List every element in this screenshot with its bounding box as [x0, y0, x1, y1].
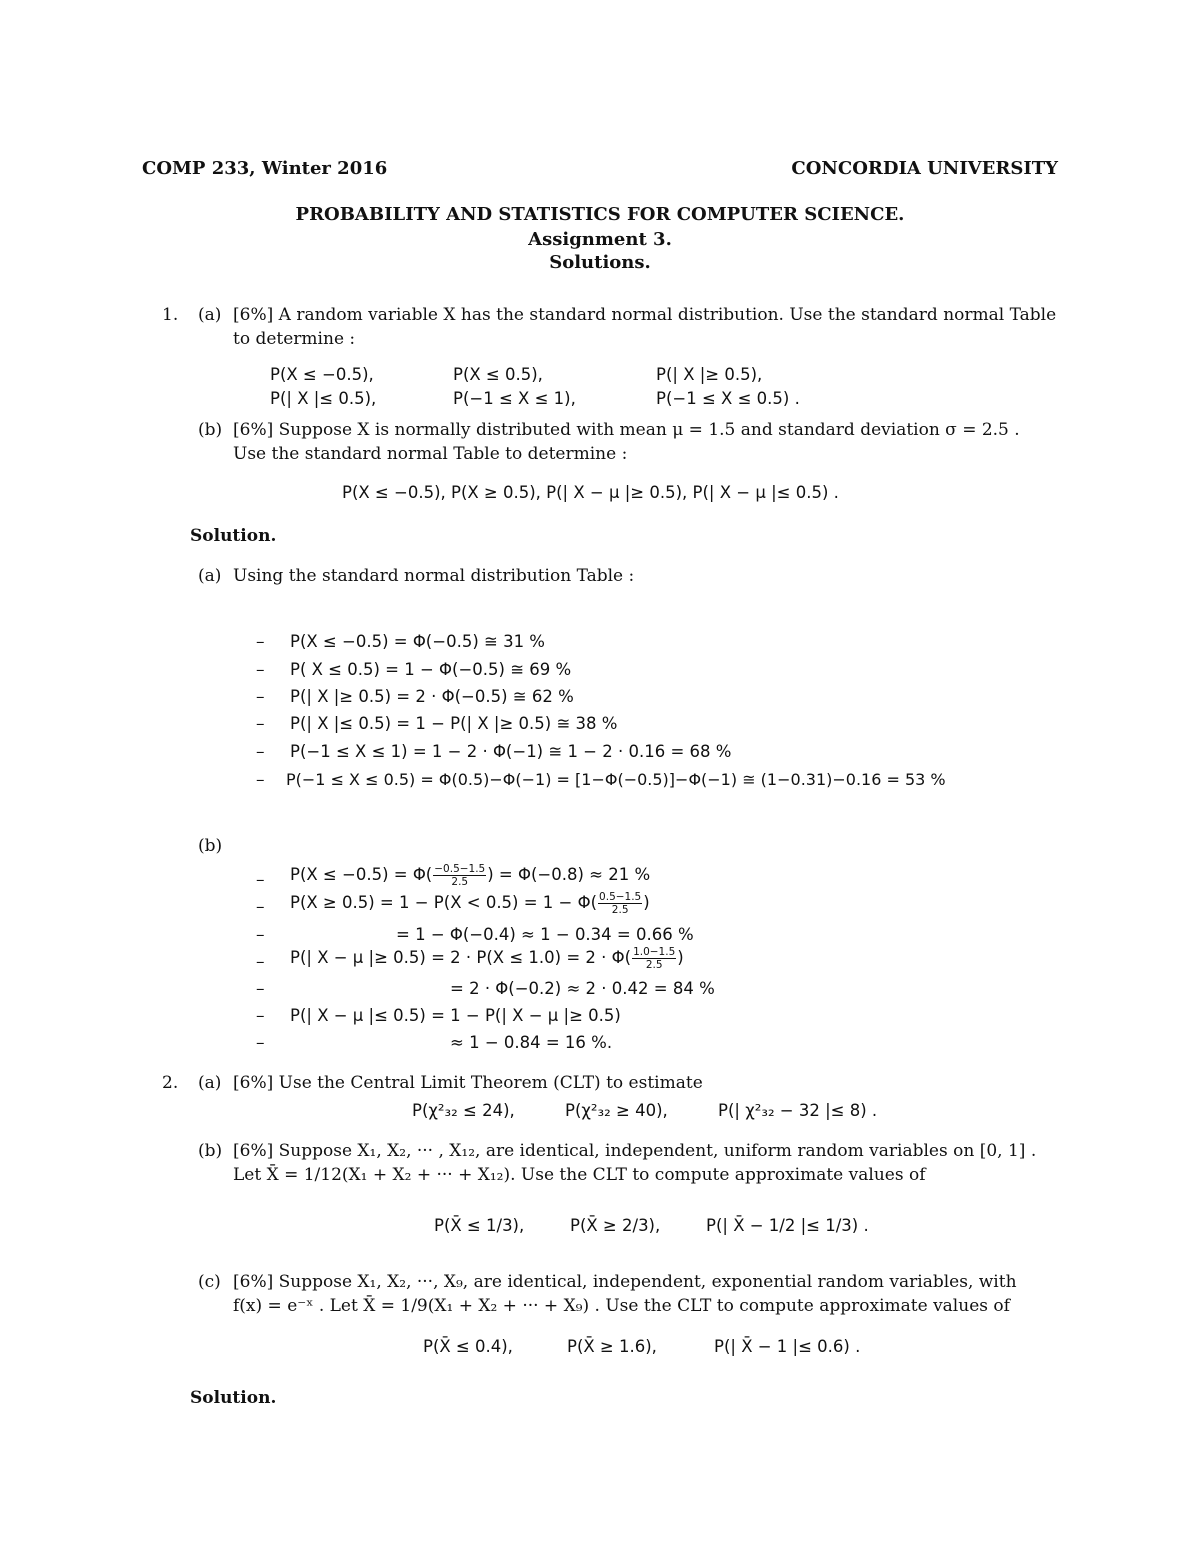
bullet-dash: –	[256, 687, 265, 707]
q1-sol-b-label: (b)	[198, 836, 223, 856]
q1-solution-heading: Solution.	[190, 526, 277, 546]
bullet-dash: –	[256, 770, 265, 790]
q1a-item: P(| X |≤ 0.5),	[270, 389, 377, 408]
q2b-item: P(X̄ ≥ 2/3),	[570, 1216, 661, 1235]
q1-number: 1.	[162, 305, 179, 325]
q1-sol-b-line-3: = 1 − Φ(−0.4) ≈ 1 − 0.34 = 0.66 %	[396, 925, 694, 944]
q1a-text: [6%] A random variable X has the standard normal distribution. Use the standard normal Table	[233, 305, 1057, 325]
q1-sol-a-line: P(−1 ≤ X ≤ 1) = 1 − 2 · Φ(−1) ≅ 1 − 2 · 0.16 = 68 %	[290, 742, 732, 761]
q1b-text-cont: Use the standard normal Table to determine :	[233, 444, 628, 464]
q1-sol-b-line-5: = 2 · Φ(−0.2) ≈ 2 · 0.42 = 84 %	[450, 979, 715, 998]
q1a-item: P(−1 ≤ X ≤ 1),	[453, 389, 576, 408]
q2a-item: P(χ²₃₂ ≥ 40),	[565, 1101, 668, 1120]
bullet-dash: –	[256, 897, 265, 917]
q1a-item: P(−1 ≤ X ≤ 0.5) .	[656, 389, 800, 408]
q2c-text: [6%] Suppose X₁, X₂, ···, X₉, are identical, independent, exponential random variables, with	[233, 1272, 1017, 1292]
q2a-item: P(| χ²₃₂ − 32 |≤ 8) .	[718, 1101, 878, 1120]
q2b-item: P(X̄ ≤ 1/3),	[434, 1216, 525, 1235]
page-title: PROBABILITY AND STATISTICS FOR COMPUTER SCIENCE.	[295, 204, 905, 225]
q2a-text: [6%] Use the Central Limit Theorem (CLT) to estimate	[233, 1073, 703, 1093]
q2b-text-cont: Let X̄ = 1/12(X₁ + X₂ + ··· + X₁₂). Use the CLT to compute approximate values of	[233, 1165, 926, 1185]
q1-sol-b-line-4: P(| X − μ |≥ 0.5) = 2 · P(X ≤ 1.0) = 2 · Φ( $\frac{1.0-1.5}{2.5}$ )	[290, 946, 684, 971]
bullet-dash: –	[256, 1006, 265, 1026]
q2c-item: P(X̄ ≤ 0.4),	[423, 1337, 513, 1356]
bullet-dash: –	[256, 1033, 265, 1053]
q2-solution-heading: Solution.	[190, 1388, 277, 1408]
q1-sol-b-line-2: P(X ≥ 0.5) = 1 − P(X < 0.5) = 1 − Φ( $\frac{0.5-1.5}{2.5}$ )	[290, 891, 650, 916]
q1a-text-cont: to determine :	[233, 329, 356, 349]
q1-sol-a-line: P( X ≤ 0.5) = 1 − Φ(−0.5) ≅ 69 %	[290, 660, 572, 679]
q1-sol-a-label: (a)	[198, 566, 222, 586]
q1-sol-b-line-6: P(| X − μ |≤ 0.5) = 1 − P(| X − μ |≥ 0.5)	[290, 1006, 621, 1025]
q1-sol-a-line: P(X ≤ −0.5) = Φ(−0.5) ≅ 31 %	[290, 632, 545, 651]
q1b-items: P(X ≤ −0.5), P(X ≥ 0.5), P(| X − μ |≥ 0.5), P(| X − μ |≤ 0.5) .	[342, 483, 839, 502]
bullet-dash: –	[256, 870, 265, 890]
q1-sol-a-line: P(| X |≤ 0.5) = 1 − P(| X |≥ 0.5) ≅ 38 %	[290, 714, 618, 733]
q1-sol-a-text: Using the standard normal distribution Table :	[233, 566, 635, 586]
q2-number: 2.	[162, 1073, 179, 1093]
q1a-item: P(X ≤ −0.5),	[270, 365, 374, 384]
q2c-item: P(| X̄ − 1 |≤ 0.6) .	[714, 1337, 861, 1356]
bullet-dash: –	[256, 979, 265, 999]
q2a-label: (a)	[198, 1073, 222, 1093]
course-header: COMP 233, Winter 2016	[142, 158, 388, 179]
q2a-item: P(χ²₃₂ ≤ 24),	[412, 1101, 515, 1120]
q1-sol-b-line-7: ≈ 1 − 0.84 = 16 %.	[450, 1033, 613, 1052]
q2b-item: P(| X̄ − 1/2 |≤ 1/3) .	[706, 1216, 869, 1235]
q1-sol-a-line: P(−1 ≤ X ≤ 0.5) = Φ(0.5)−Φ(−1) = [1−Φ(−0.5)]−Φ(−1) ≅ (1−0.31)−0.16 = 53 %	[286, 770, 946, 789]
q1-sol-a-line: P(| X |≥ 0.5) = 2 · Φ(−0.5) ≅ 62 %	[290, 687, 574, 706]
q2c-text-cont: f(x) = e⁻ˣ . Let X̄ = 1/9(X₁ + X₂ + ··· + X₉) . Use the CLT to compute approximate values of	[233, 1296, 1010, 1316]
bullet-dash: –	[256, 660, 265, 680]
q1a-item: P(| X |≥ 0.5),	[656, 365, 763, 384]
bullet-dash: –	[256, 714, 265, 734]
q2b-text: [6%] Suppose X₁, X₂, ··· , X₁₂, are identical, independent, uniform random variables on [0, 1] .	[233, 1141, 1037, 1161]
assignment-number: Assignment 3.	[528, 229, 672, 250]
q2c-item: P(X̄ ≥ 1.6),	[567, 1337, 657, 1356]
bullet-dash: –	[256, 742, 265, 762]
q2b-label: (b)	[198, 1141, 223, 1161]
university-header: CONCORDIA UNIVERSITY	[791, 158, 1058, 179]
bullet-dash: –	[256, 952, 265, 972]
q1a-item: P(X ≤ 0.5),	[453, 365, 543, 384]
solutions-subtitle: Solutions.	[549, 252, 651, 273]
q1b-label: (b)	[198, 420, 223, 440]
q1b-text: [6%] Suppose X is normally distributed with mean μ = 1.5 and standard deviation σ = 2.5 .	[233, 420, 1020, 440]
q2c-label: (c)	[198, 1272, 221, 1292]
q1-sol-b-line-1: P(X ≤ −0.5) = Φ( $\frac{-0.5-1.5}{2.5}$ ) = Φ(−0.8) ≈ 21 %	[290, 863, 651, 888]
q1a-label: (a)	[198, 305, 222, 325]
bullet-dash: –	[256, 632, 265, 652]
bullet-dash: –	[256, 925, 265, 945]
